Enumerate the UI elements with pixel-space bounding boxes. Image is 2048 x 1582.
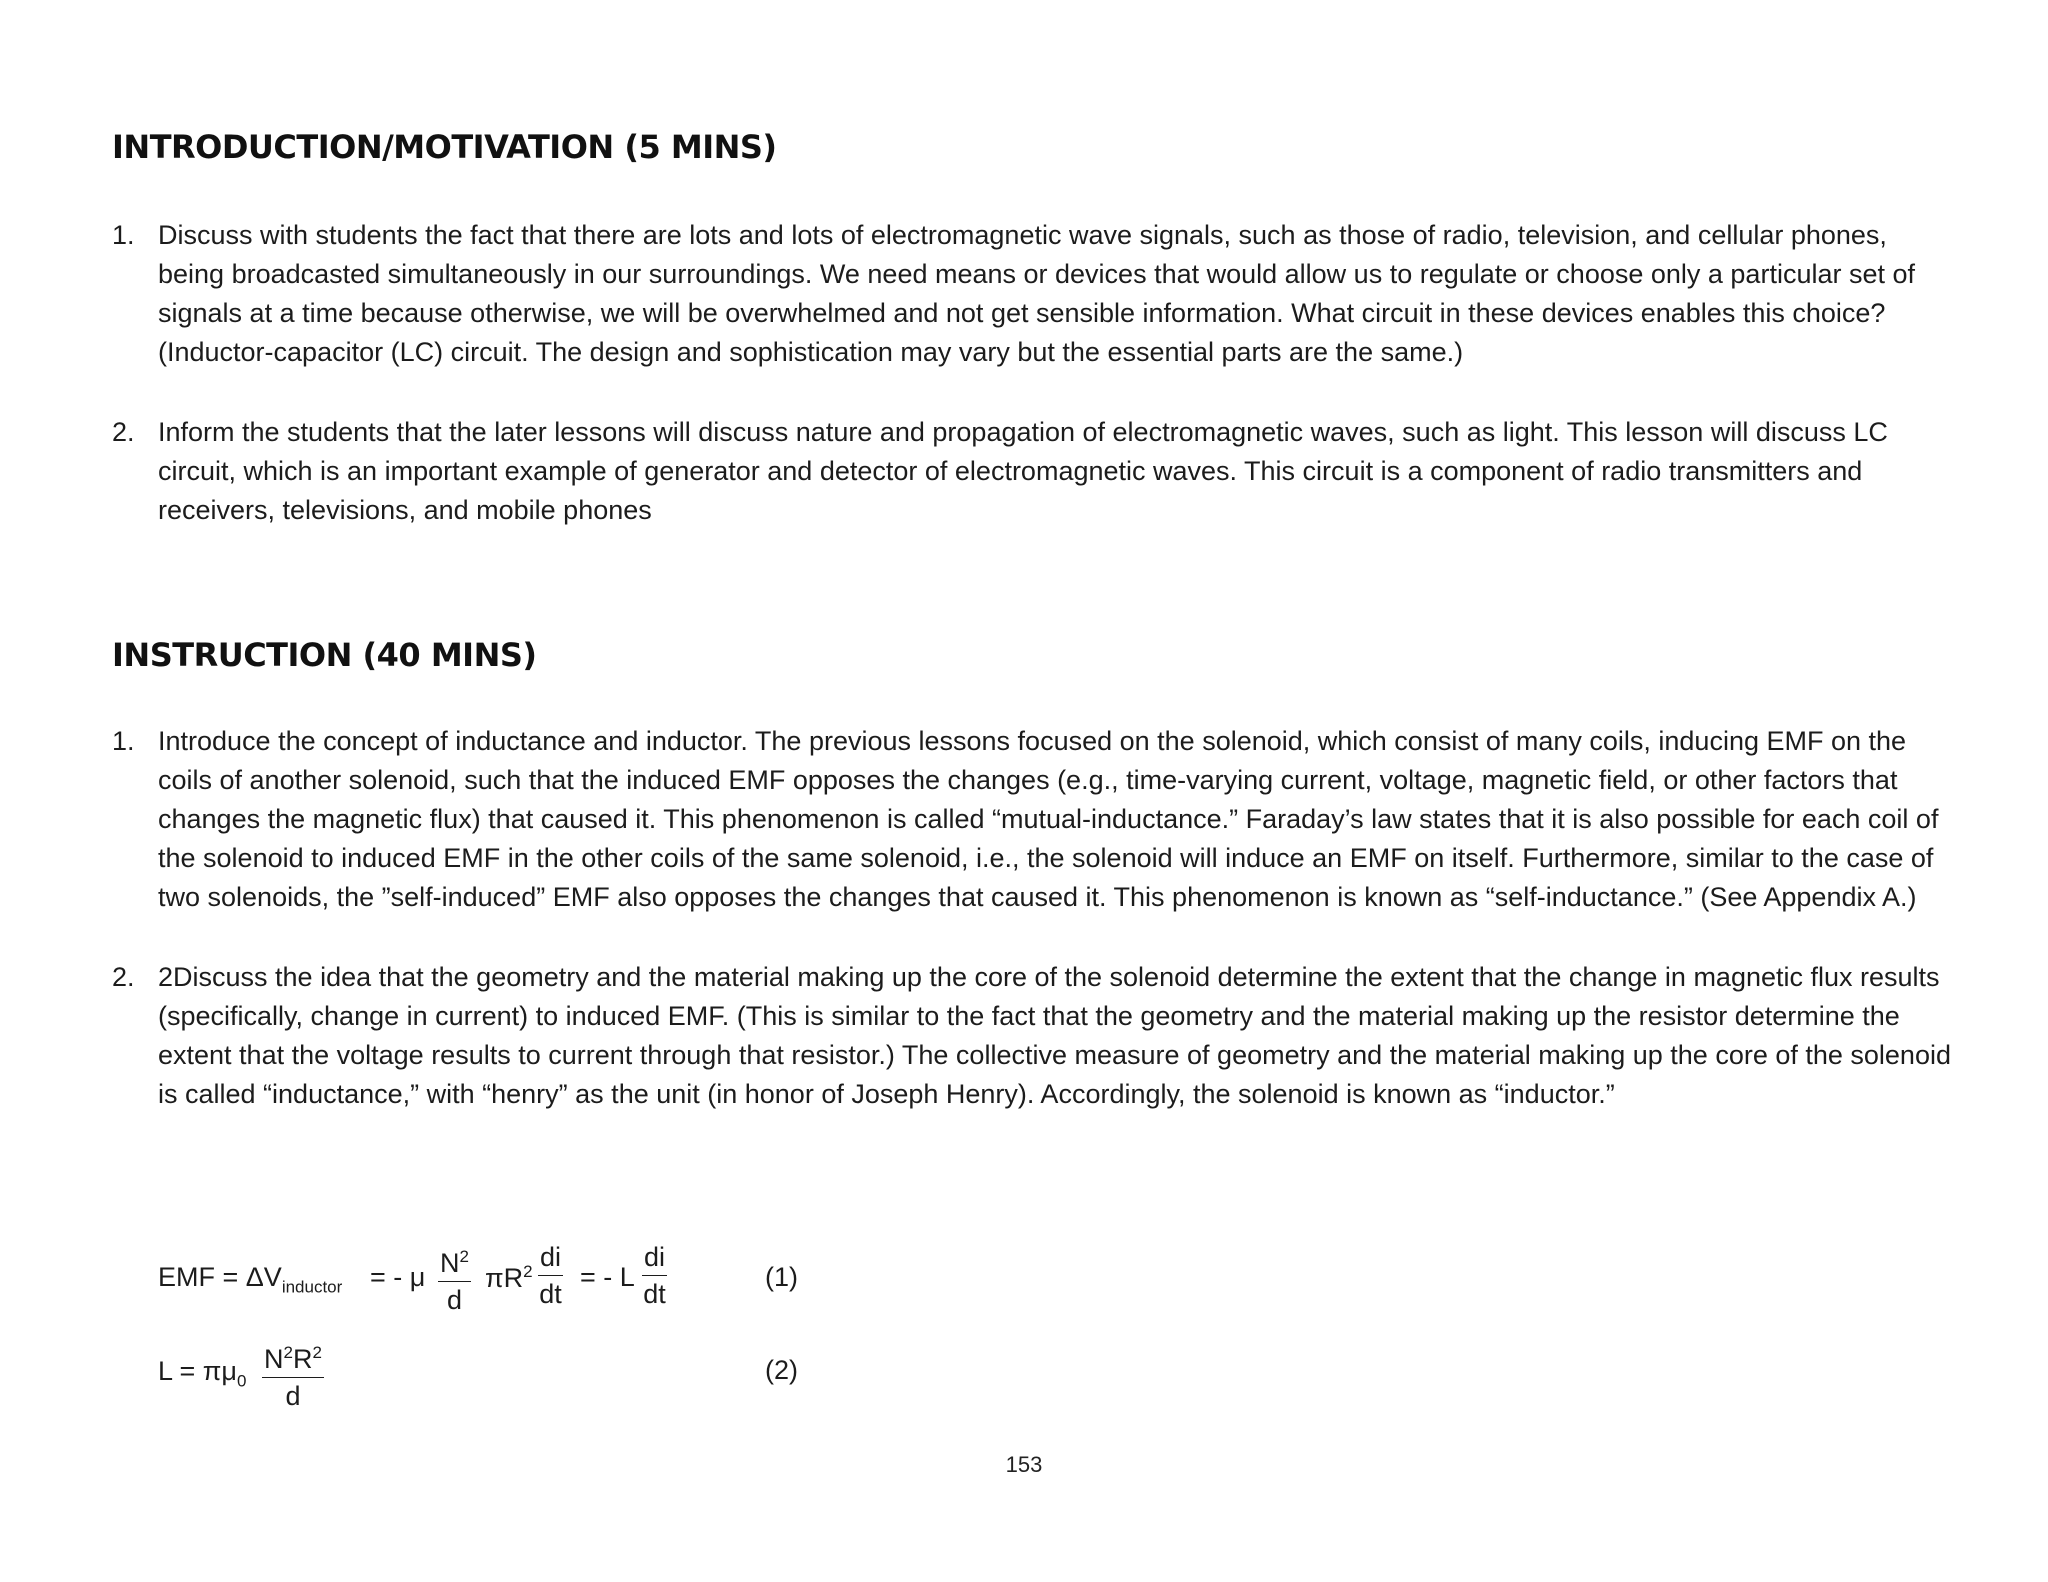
equation-2-fraction-n2r2-over-d: $\frac{N^2R^2}{d}$ [262,1336,324,1414]
list-item-text: Discuss with students the fact that there are lots and lots of electromagnetic wave signals, such as those of radio, television, and cellular phones, being broadcasted simultaneously in our surroundings. We need means or devices that would allow us to regulate or choose only a particular set of signals at a time because otherwise, we will be overwhelmed and not get sensible information. What circuit in these devices enables this choice? (Inductor-capacitor (LC) circuit. The design and sophistication may vary but the essential parts are the same.) [158,220,1916,367]
equation-1 [158,1240,858,1320]
equation-1-fraction-di-dt-2: $\frac{di}{dt}$ [643,1242,666,1309]
equation-2-number: (2) [765,1355,798,1385]
equation-1-lhs: EMF = $\Delta V_{inductor}$ [158,1262,343,1297]
introduction-list [112,216,1952,530]
equation-1-fraction-di-dt: $\frac{di}{dt}$ [539,1242,562,1309]
section-heading-instruction: INSTRUCTION (40 MINS) [112,636,537,674]
list-item-number: 2. [112,962,135,992]
page-number: 153 [1005,1452,1043,1477]
equation-2 [158,1336,658,1416]
list-item-number: 1. [112,726,135,756]
list-item [112,216,1952,372]
instruction-list [112,722,1952,1114]
list-item-number: 1. [112,220,135,250]
list-item [112,722,1952,917]
section-heading-introduction: INTRODUCTION/MOTIVATION (5 MINS) [112,128,777,166]
list-item-text: Introduce the concept of inductance and inductor. The previous lessons focused on the solenoid, which consist of many coils, inducing EMF on the coils of another solenoid, such that the induced EMF opposes the changes (e.g., time-varying current, voltage, magnetic field, or other factors that changes the magnetic flux) that caused it. This phenomenon is called “mutual-inductance.” Faraday’s law states that it is also possible for each coil of the solenoid to induced EMF in the other coils of the same solenoid, i.e., the solenoid will induce an EMF on itself. Furthermore, similar to the case of two solenoids, the ”self-induced” EMF also opposes the changes that caused it. This phenomenon is known as “self-inductance.” (See Appendix A.) [158,726,1939,912]
list-item-text: 2Discuss the idea that the geometry and the material making up the core of the solenoid determine the extent that the change in magnetic flux results (specifically, change in current) to induced EMF. (This is similar to the fact that the geometry and the material making up the resistor determine the extent that the voltage results to current through that resistor.) The collective measure of geometry and the material making up the core of the solenoid is called “inductance,” with “henry” as the unit (in honor of Joseph Henry). Accordingly, the solenoid is known as “inductor.” [158,962,1951,1109]
list-item [112,958,1952,1114]
equation-1-pi-r-squared: $\pi R^2$ [485,1262,533,1293]
equation-2-lhs: $L = \pi\mu_0$ [158,1356,247,1391]
equation-1-operator-l: = - L [580,1262,635,1292]
equation-1-number: (1) [765,1262,798,1292]
equation-1-fraction-n2-over-d: $\frac{N^2}{d}$ [438,1240,471,1318]
list-item-text: Inform the students that the later lessons will discuss nature and propagation of electromagnetic waves, such as light. This lesson will discuss LC circuit, which is an important example of generator and detector of electromagnetic waves. This circuit is a component of radio transmitters and receivers, televisions, and mobile phones [158,417,1888,525]
list-item [112,413,1952,530]
list-item-number: 2. [112,417,135,447]
equation-1-operator: = - μ [370,1262,426,1292]
